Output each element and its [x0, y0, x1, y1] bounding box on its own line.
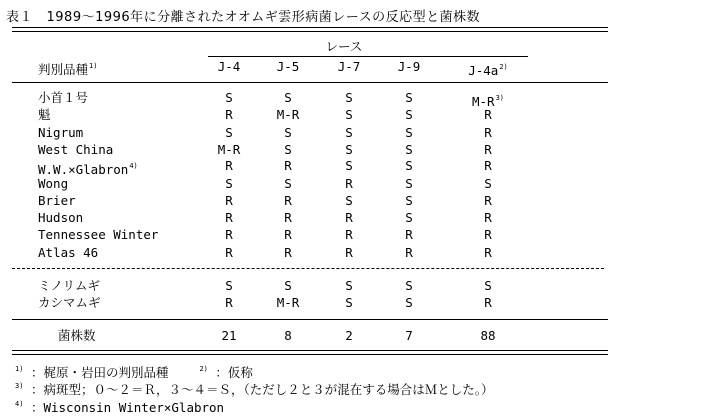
reaction-cell: R — [225, 210, 233, 225]
reaction-cell: S — [484, 278, 492, 293]
variety-name: Wong — [38, 176, 69, 191]
race-group-label: レース — [325, 39, 363, 54]
reaction-cell: R — [484, 227, 492, 242]
reaction-cell: R — [225, 227, 233, 242]
count-cell: 8 — [284, 328, 292, 343]
reaction-cell: S — [405, 193, 413, 208]
count-cell: 88 — [480, 328, 496, 343]
variety-name: カシマムギ — [38, 295, 101, 310]
race-header-j-7: J-7 — [337, 59, 361, 74]
header-bottom-rule — [12, 82, 608, 83]
reaction-cell: R — [484, 193, 492, 208]
footnote-mark: 2) — [199, 365, 208, 373]
reaction-cell: S — [405, 176, 413, 191]
bottom-rule-1 — [12, 350, 608, 351]
reaction-cell: S — [345, 142, 353, 157]
reaction-cell: R — [405, 227, 413, 242]
reaction-cell: S — [284, 125, 292, 140]
reaction-cell: R — [225, 193, 233, 208]
variety-name: Tennessee Winter — [38, 227, 159, 242]
reaction-footnote-mark: 3) — [495, 94, 505, 102]
count-cell: 2 — [345, 328, 353, 343]
footnote — [14, 396, 224, 416]
reaction-cell: R — [345, 227, 353, 242]
race-header-j-5: J-5 — [276, 59, 300, 74]
reaction-cell: S — [345, 107, 353, 122]
variety-name: Brier — [38, 193, 76, 208]
reaction-cell: S — [405, 295, 413, 310]
reaction-cell: R — [484, 295, 492, 310]
variety-name: W.W.×Glabron$^{4)}$ — [38, 162, 138, 177]
variety-header-footnote-mark: 1) — [89, 62, 98, 70]
reaction-cell: S — [345, 90, 353, 105]
reaction-cell: R — [225, 245, 233, 260]
reaction-cell: R — [484, 142, 492, 157]
variety-name: 小首１号 — [38, 90, 89, 105]
reaction-cell: R — [284, 158, 292, 173]
race-header-j-4: J-4 — [217, 59, 241, 74]
race-header-footnote-mark: 2) — [499, 63, 508, 71]
reaction-cell: R — [345, 176, 353, 191]
variety-header: 判別品種$^{1)}$ — [38, 62, 98, 77]
reaction-cell: R — [225, 295, 233, 310]
race-header-j-4a: $J-4a^{2)}$ — [468, 63, 508, 78]
reaction-cell: S — [284, 90, 292, 105]
reaction-cell: S — [405, 90, 413, 105]
variety-name: 魁 — [38, 107, 51, 122]
reaction-cell: S — [345, 125, 353, 140]
footnote-text: ：Wisconsin Winter×Glabron — [23, 400, 225, 415]
reaction-cell: S — [225, 125, 233, 140]
variety-name: West China — [38, 142, 114, 157]
race-header-j-9: J-9 — [397, 59, 421, 74]
count-label: 菌株数 — [58, 328, 96, 343]
reaction-cell: R — [484, 245, 492, 260]
reaction-cell: S — [405, 125, 413, 140]
reaction-cell: S — [405, 278, 413, 293]
footnote-text: ：仮称 — [207, 365, 253, 380]
reaction-cell: S — [284, 142, 292, 157]
reaction-cell: R — [484, 107, 492, 122]
footnote-text: ：病斑型；０～２＝Ｒ，３～４＝Ｓ，（ただし２と３が混在する場合はＭとした。） — [23, 382, 494, 397]
reaction-cell: S — [225, 90, 233, 105]
reaction-cell: S — [405, 210, 413, 225]
footnote-mark: 4) — [15, 400, 24, 408]
reaction-cell: S — [405, 107, 413, 122]
reaction-cell: R — [484, 210, 492, 225]
variety-name: Atlas 46 — [38, 245, 99, 260]
reaction-cell: M-R — [276, 295, 300, 310]
reaction-cell: S — [345, 278, 353, 293]
top-rule-1 — [12, 27, 608, 28]
reaction-cell: R — [225, 158, 233, 173]
reaction-cell: R — [284, 227, 292, 242]
bottom-rule-2 — [12, 354, 608, 355]
footnote-mark: 1) — [15, 365, 24, 373]
footnote-text: ：梶原・岩田の判別品種 — [23, 365, 169, 380]
variety-footnote-mark: 4) — [129, 162, 138, 170]
count-cell: 21 — [221, 328, 237, 343]
footnote-mark: 3) — [15, 382, 24, 390]
reaction-cell: S — [484, 176, 492, 191]
reaction-cell: R — [345, 245, 353, 260]
variety-name: Nigrum — [38, 125, 84, 140]
footnote — [14, 378, 493, 398]
reaction-cell: S — [405, 142, 413, 157]
reaction-cell: R — [284, 193, 292, 208]
reaction-cell: R — [345, 210, 353, 225]
separator-dashed-line — [12, 268, 604, 269]
reaction-cell: S — [225, 278, 233, 293]
variety-name: Hudson — [38, 210, 84, 225]
reaction-cell: M-R — [276, 107, 300, 122]
reaction-cell: S — [284, 176, 292, 191]
reaction-cell: S — [345, 295, 353, 310]
table-title: 表１ 1989～1996年に分離されたオオムギ雲形病菌レースの反応型と菌株数 — [6, 10, 481, 25]
count-cell: 7 — [405, 328, 413, 343]
reaction-cell: S — [345, 193, 353, 208]
reaction-cell: R — [405, 245, 413, 260]
reaction-cell: R — [225, 107, 233, 122]
reaction-cell: R — [484, 158, 492, 173]
reaction-cell: S — [225, 176, 233, 191]
reaction-cell: R — [484, 125, 492, 140]
reaction-cell: S — [284, 278, 292, 293]
reaction-cell: M-R — [217, 142, 241, 157]
race-group-underline — [208, 56, 528, 57]
reaction-cell: R — [284, 210, 292, 225]
variety-name: ミノリムギ — [38, 278, 101, 293]
reaction-cell: S — [405, 158, 413, 173]
reaction-cell: $M-R^{3)}$ — [471, 94, 505, 109]
reaction-cell: S — [345, 158, 353, 173]
count-top-rule — [12, 319, 608, 320]
top-rule-2 — [12, 31, 608, 32]
reaction-cell: R — [284, 245, 292, 260]
